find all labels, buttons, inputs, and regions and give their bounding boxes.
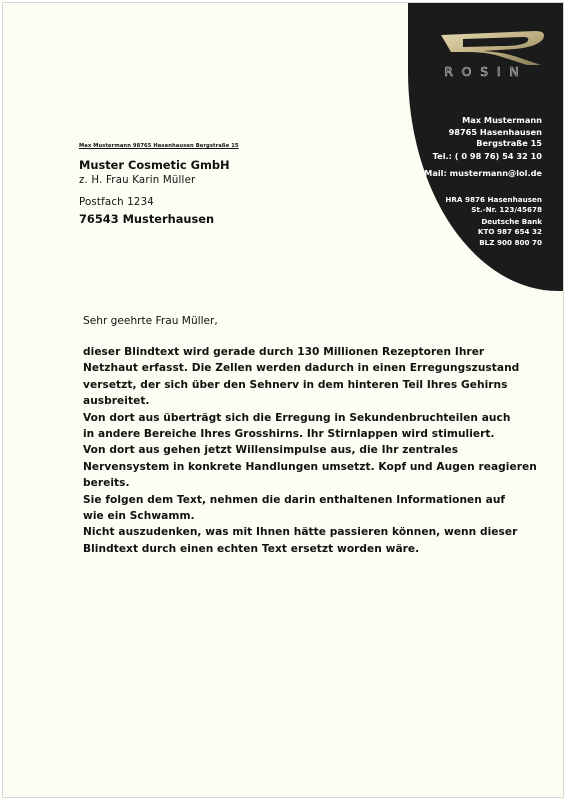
recipient-postbox: Postfach 1234 — [79, 197, 154, 208]
salutation: Sehr geehrte Frau Müller, — [83, 315, 218, 327]
body-line: wie ein Schwamm. — [83, 510, 195, 523]
body-line: versetzt, der sich über den Sehnerv in dem hinteren Teil Ihres Gehirns — [83, 378, 508, 391]
body-line: Von dort aus gehen jetzt Willensimpulse aus, die Ihr zentrales — [83, 444, 459, 457]
contact-bank: Deutsche Bank — [481, 217, 542, 226]
contact-email: eMail: mustermann@lol.de — [418, 168, 542, 178]
recipient-company: Muster Cosmetic GmbH — [79, 158, 230, 172]
contact-register-block — [445, 195, 542, 216]
contact-bank-block — [478, 217, 542, 248]
recipient-attention: z. H. Frau Karin Müller — [79, 175, 196, 186]
body-line: Blindtext durch einen echten Text ersetzt worden wäre. — [83, 542, 420, 555]
body-line: dieser Blindtext wird gerade durch 130 Millionen Rezeptoren Ihrer — [83, 346, 485, 358]
contact-city: 98765 Hasenhausen — [448, 126, 542, 137]
body-line: Nervensystem in konkrete Handlungen umsetzt. Kopf und Augen reagieren — [83, 460, 537, 473]
contact-blz: BLZ 900 800 70 — [479, 237, 542, 247]
contact-street: Bergstraße 15 — [476, 138, 542, 149]
contact-register: HRA 9876 Hasenhausen — [445, 195, 542, 204]
body-line: in andere Bereiche Ihres Grosshirns. Ihr Stirnlappen wird stimuliert. — [83, 428, 495, 441]
body-line: Netzhaut erfasst. Die Zellen werden dadurch in einen Erregungszustand — [83, 362, 520, 375]
body-line: Nicht auszudenken, was mit Ihnen hätte passieren können, wenn dieser — [83, 526, 518, 539]
letter-page — [2, 2, 564, 798]
contact-tax-number: St.-Nr. 123/45678 — [471, 205, 542, 215]
r-swoosh-icon — [423, 25, 553, 70]
contact-name: Max Mustermann — [462, 115, 542, 125]
contact-address-block — [449, 115, 542, 150]
contact-phone: Tel.: ( 0 98 76) 54 32 10 — [432, 151, 542, 161]
logo-wordmark: ROSIN — [444, 65, 528, 79]
body-line: ausbreitet. — [83, 395, 150, 408]
return-address-line: Max Mustermann 98765 Hasenhausen Bergstraße 15 — [79, 143, 239, 149]
contact-kto: KTO 987 654 32 — [477, 227, 542, 237]
body-line: Von dort aus überträgt sich die Erregung in Sekundenbruchteilen auch — [83, 411, 511, 424]
recipient-city: 76543 Musterhausen — [79, 212, 215, 226]
body-line: Sie folgen dem Text, nehmen die darin enthaltenen Informationen auf — [83, 493, 506, 506]
letter-body — [83, 344, 537, 557]
body-line: bereits. — [83, 477, 130, 490]
